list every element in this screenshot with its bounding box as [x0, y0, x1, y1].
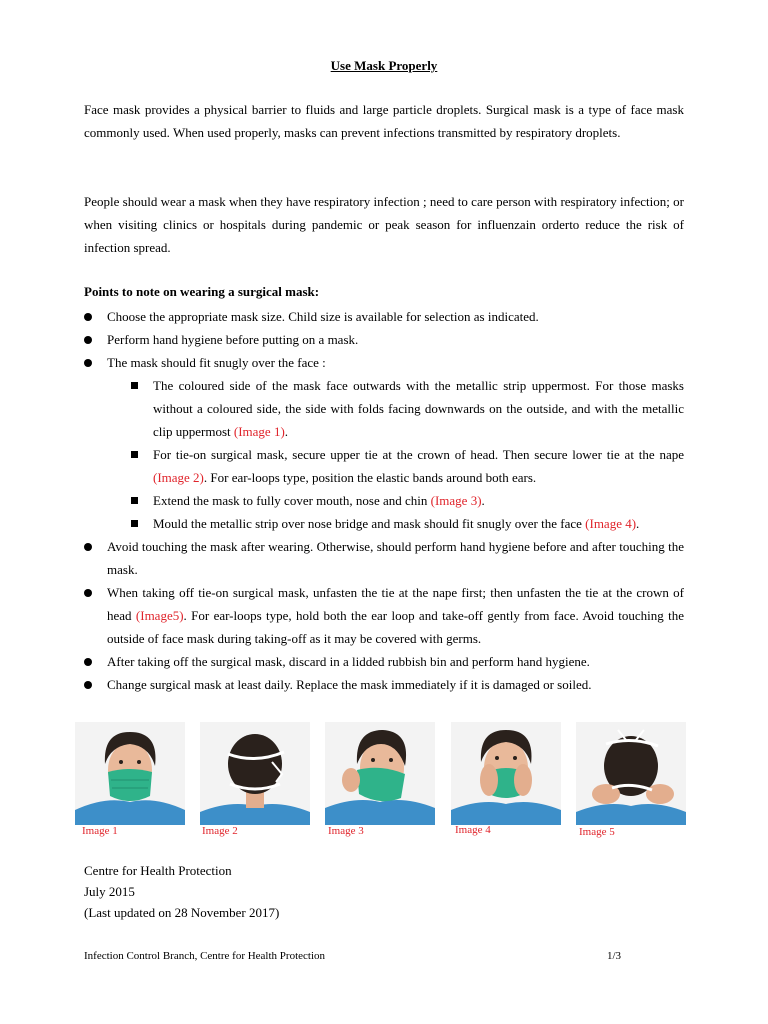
bullet-icon: [84, 313, 92, 321]
list-item: [84, 328, 684, 351]
bullet-text: When taking off tie-on surgical mask, unfasten the tie at the nape first; then unfasten the tie at the crown of head: [107, 585, 684, 623]
image-reference: (Image 2): [153, 470, 204, 485]
image-caption: Image 4: [455, 824, 491, 836]
bullet-text: Perform hand hygiene before putting on a mask.: [107, 332, 359, 347]
bullet-text: Avoid touching the mask after wearing. Otherwise, should perform hand hygiene before and after touching the mask.: [107, 539, 684, 577]
sub-text-tail: . For ear-loops type, position the elastic bands around both ears.: [203, 470, 537, 485]
image-caption: Image 3: [328, 825, 364, 837]
bullet-text-tail: . For ear-loops type, hold both the ear loop and take-off gently from face. Avoid touching the outside of face mask during taking-off as it may be covered with germs.: [107, 608, 684, 646]
bullet-icon: [84, 658, 92, 666]
square-bullet-icon: [131, 382, 138, 389]
list-item: [84, 351, 684, 535]
sub-list-item: Mould the metallic strip over nose bridge and mask should fit snugly over the face (Image 4).: [107, 512, 684, 535]
image-reference: (Image 3): [430, 493, 482, 508]
intro-paragraph: Face mask provides a physical barrier to fluids and large particle droplets. Surgical mask is a type of face mask commonly used. When used properly, masks can prevent infections transmitted by respiratory droplets.: [84, 102, 684, 140]
sub-list: [107, 374, 684, 535]
photo-strip: [75, 722, 687, 842]
list-item: [84, 673, 684, 696]
sub-text: Mould the metallic strip over nose bridge and mask should fit snugly over the face: [153, 516, 586, 531]
bullet-icon: [84, 336, 92, 344]
bullet-icon: [84, 589, 92, 597]
bullet-text: The mask should fit snugly over the face :: [107, 355, 326, 370]
sub-text: The coloured side of the mask face outwards with the metallic strip uppermost. For those masks without a coloured side, the side with folds facing downwards on the outside, and with the metallic clip uppermost: [153, 378, 684, 439]
image-caption: Image 5: [579, 826, 615, 838]
photo-image-3: [325, 722, 435, 825]
last-updated: (Last updated on 28 November 2017): [84, 905, 280, 920]
photo-image-2: [200, 722, 310, 825]
bullet-icon: [84, 359, 92, 367]
usage-paragraph: People should wear a mask when they have respiratory infection ; need to care person with respiratory infection; or when visiting clinics or hospitals during pandemic or peak season for influenzain orderto reduce the risk of infection spread.: [84, 194, 684, 255]
list-item: [84, 581, 684, 650]
bullet-icon: [84, 543, 92, 551]
photo-image-4: [451, 722, 561, 825]
points-heading: Points to note on wearing a surgical mask:: [84, 284, 320, 299]
publish-date: July 2015: [84, 884, 135, 899]
points-list: [84, 305, 684, 696]
sub-text: For tie-on surgical mask, secure upper tie at the crown of head. Then secure lower tie at the nape: [153, 447, 684, 462]
bullet-icon: [84, 681, 92, 689]
image-reference: (Image 4): [585, 516, 637, 531]
sub-text: Extend the mask to fully cover mouth, nose and chin: [153, 493, 431, 508]
sub-list-item: The coloured side of the mask face outwards with the metallic strip uppermost. For those masks without a coloured side, the side with folds facing downwards on the outside, and with the metallic clip uppermost (Image 1).: [107, 374, 684, 443]
image-reference: (Image 1): [233, 424, 285, 439]
sub-list-item: [107, 443, 684, 489]
page-number: 1/3: [606, 950, 621, 962]
publisher-block: [84, 860, 279, 923]
page-footer: [84, 950, 621, 962]
bullet-text: Choose the appropriate mask size. Child size is available for selection as indicated.: [107, 309, 539, 324]
bullet-text: After taking off the surgical mask, discard in a lidded rubbish bin and perform hand hygiene.: [107, 654, 590, 669]
list-item: [84, 305, 684, 328]
image-caption: Image 2: [202, 825, 238, 837]
photo-image-5: [576, 722, 686, 825]
page-title: Use Mask Properly: [330, 58, 438, 73]
list-item: [84, 535, 684, 581]
footer-text: Infection Control Branch, Centre for Health Protection: [84, 950, 326, 962]
square-bullet-icon: [131, 451, 138, 458]
image-caption: Image 1: [82, 825, 118, 837]
square-bullet-icon: [131, 497, 138, 504]
list-item: [84, 650, 684, 673]
sub-list-item: Extend the mask to fully cover mouth, nose and chin (Image 3).: [107, 489, 684, 512]
image-reference: (Image5): [135, 608, 184, 623]
photo-image-1: [75, 722, 185, 825]
organisation-name: Centre for Health Protection: [84, 863, 232, 878]
square-bullet-icon: [131, 520, 138, 527]
bullet-text: Change surgical mask at least daily. Replace the mask immediately if it is damaged or soiled.: [107, 677, 592, 692]
